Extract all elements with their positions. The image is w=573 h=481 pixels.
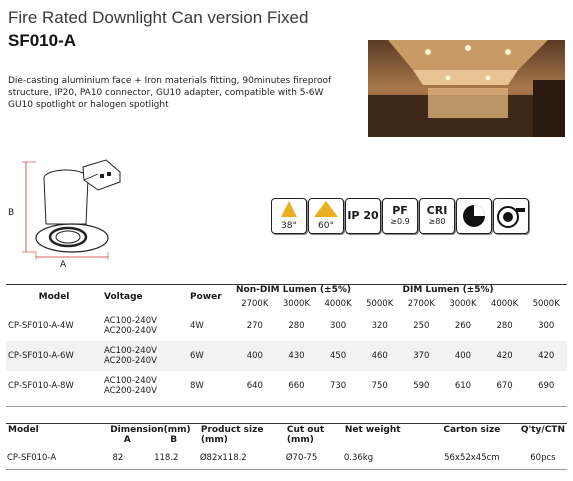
lumen-value: 610	[454, 381, 472, 391]
col-net-weight: Net weight	[344, 425, 401, 435]
lumen-value: 670	[496, 381, 513, 391]
lumen-value: 590	[413, 381, 430, 391]
room-photo	[368, 40, 565, 137]
row-voltage	[102, 341, 188, 371]
lumen-value: 640	[246, 381, 263, 391]
dimension-a-value: 82	[112, 453, 124, 463]
lumen-value: 250	[413, 321, 430, 331]
lumen-value: 420	[496, 351, 513, 361]
cut-out-unit: (mm)	[286, 435, 314, 445]
dimension-b-header: B	[170, 435, 178, 445]
cct-header: 3000K	[282, 299, 311, 309]
badge-value: 60°	[318, 221, 334, 231]
lumen-value: 750	[371, 381, 388, 391]
product-model: SF010-A	[8, 31, 77, 50]
cct-header: 5000K	[366, 299, 394, 309]
dimension-a-header: A	[123, 435, 131, 445]
col-power: Power	[190, 292, 222, 302]
lumen-value: 320	[371, 321, 388, 331]
row-model: CP-SF010-A-4W	[8, 321, 74, 331]
row-model: CP-SF010-A-8W	[8, 381, 74, 391]
lumen-value: 730	[329, 381, 347, 391]
row-power: 8W	[190, 381, 204, 391]
cut-out-value: Ø70-75	[285, 453, 318, 463]
col-nondim-lumen: Non-DIM Lumen (±5%)	[236, 285, 351, 295]
cri-icon: CRI	[426, 204, 448, 217]
dimmable-icon	[457, 199, 491, 233]
beam-angle-icon	[309, 199, 343, 219]
dimension-b-label: B	[8, 208, 15, 218]
dimmable-badge	[456, 198, 492, 234]
lumen-value: 660	[288, 381, 305, 391]
power-factor-icon: PF	[392, 204, 408, 217]
dimension-a-label: A	[60, 260, 67, 270]
voltage-2: AC200-240V	[104, 356, 157, 366]
carton-size-value: 56x52x45cm	[444, 453, 500, 463]
cct-header: 2700K	[241, 299, 269, 309]
table-rule	[6, 423, 567, 424]
dimmer-switch-badge	[493, 198, 529, 234]
table-row	[6, 341, 567, 371]
badge-value: ≥80	[428, 217, 446, 226]
voltage-1: AC100-240V	[104, 376, 157, 386]
lumen-value: 400	[246, 351, 263, 361]
table-rule	[6, 406, 567, 407]
lumen-value: 270	[246, 321, 263, 331]
lumen-value: 460	[371, 351, 388, 361]
table-row	[6, 447, 567, 469]
lumen-value: 300	[538, 321, 555, 331]
dimmer-switch-icon	[494, 199, 528, 233]
cri-badge	[419, 198, 455, 234]
badge-value: ≥0.9	[390, 217, 410, 226]
table-row	[6, 371, 567, 401]
packaging-table	[6, 425, 567, 469]
ip-rating-icon: IP 20	[347, 209, 379, 222]
beam-angle-60-badge	[308, 198, 344, 234]
spec-table	[6, 283, 567, 401]
row-power: 4W	[190, 321, 204, 331]
product-size-value: Ø82x118.2	[199, 453, 247, 463]
table-row	[6, 311, 567, 341]
lumen-value: 280	[496, 321, 513, 331]
col-qty: Q'ty/CTN	[520, 425, 565, 435]
beam-angle-icon	[272, 199, 306, 219]
lumen-value: 280	[288, 321, 305, 331]
net-weight-value: 0.36kg	[343, 453, 374, 463]
row-voltage	[102, 371, 188, 401]
dimension-b-value: 118.2	[154, 453, 179, 463]
product-size-unit: (mm)	[200, 435, 228, 445]
lumen-value: 420	[538, 351, 555, 361]
col-dimension	[102, 425, 199, 447]
row-model: CP-SF010-A-6W	[8, 351, 74, 361]
dimension-label: Dimension(mm)	[110, 425, 191, 435]
col-voltage: Voltage	[104, 292, 143, 302]
table-rule	[6, 469, 567, 470]
voltage-1: AC100-240V	[104, 316, 157, 326]
voltage-1: AC100-240V	[104, 346, 157, 356]
col-product-size	[199, 425, 285, 447]
lumen-value: 690	[538, 381, 555, 391]
lumen-value: 400	[454, 351, 472, 361]
col-carton-size: Carton size	[443, 425, 501, 435]
beam-angle-38-badge	[271, 198, 307, 234]
dimension-drawing	[8, 152, 208, 272]
row-voltage	[102, 311, 188, 341]
col-model: Model	[8, 425, 39, 435]
cct-header: 2700K	[407, 299, 435, 309]
badge-value: 38°	[281, 221, 297, 231]
cct-header: 5000K	[532, 299, 560, 309]
lumen-value: 260	[454, 321, 472, 331]
col-dim-lumen: DIM Lumen (±5%)	[402, 285, 494, 295]
lumen-value: 300	[329, 321, 347, 331]
row-model: CP-SF010-A	[7, 453, 57, 463]
col-model: Model	[38, 292, 70, 302]
lumen-value: 450	[329, 351, 347, 361]
qty-value: 60pcs	[530, 453, 556, 463]
cct-header: 4000K	[324, 299, 352, 309]
row-power: 6W	[190, 351, 204, 361]
cct-header: 4000K	[490, 299, 519, 309]
lumen-value: 430	[288, 351, 305, 361]
cct-header: 3000K	[449, 299, 477, 309]
lumen-value: 370	[413, 351, 430, 361]
voltage-2: AC200-240V	[104, 386, 157, 396]
ip-rating-badge	[345, 198, 381, 234]
product-description: Die-casting aluminium face + Iron materials fitting, 90minutes fireproof structure, IP20, PA10 connector, GU10 adapter, compatible with 5-6W GU10 spotlight or halogen spotlight	[8, 76, 332, 110]
product-title: Fire Rated Downlight Can version Fixed	[8, 8, 309, 27]
power-factor-badge	[382, 198, 418, 234]
col-cut-out	[285, 425, 343, 447]
product-size-label: Product size	[200, 425, 264, 435]
cut-out-label: Cut out	[286, 425, 325, 435]
voltage-2: AC200-240V	[104, 326, 157, 336]
